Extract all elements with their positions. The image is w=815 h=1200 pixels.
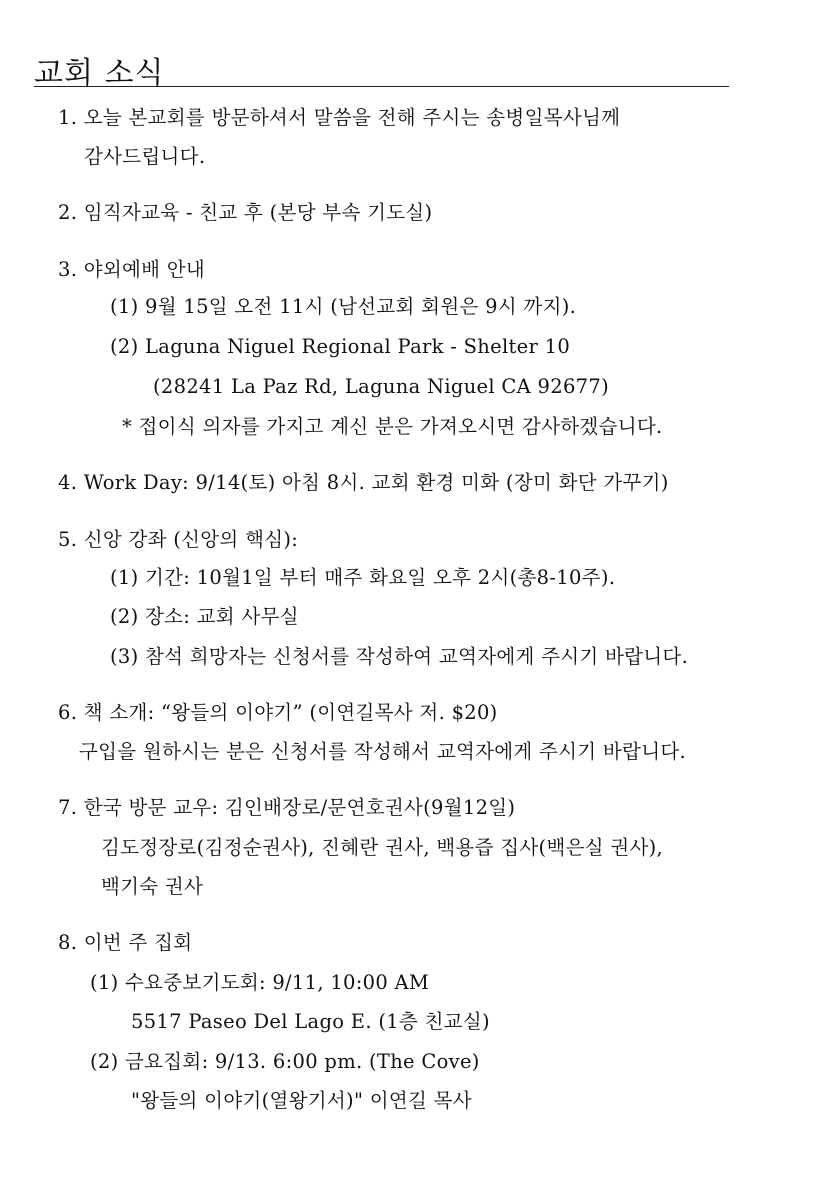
item-8-sub-2: (2) 금요집회: 9/13. 6:00 pm. (The Cove) bbox=[90, 1050, 480, 1073]
item-3-sub-1: (1) 9월 15일 오전 11시 (남선교회 회원은 9시 까지). bbox=[110, 295, 577, 318]
item-3-address: (28241 La Paz Rd, Laguna Niguel CA 92677) bbox=[153, 375, 609, 398]
item-2-line-1: 2. 임직자교육 - 친교 후 (본당 부속 기도실) bbox=[58, 201, 433, 224]
item-6-line-2: 구입을 원하시는 분은 신청서를 작성해서 교역자에게 주시기 바랍니다. bbox=[79, 740, 686, 763]
item-8-sub-1: (1) 수요중보기도회: 9/11, 10:00 AM bbox=[90, 971, 430, 994]
item-5-heading: 5. 신앙 강좌 (신앙의 핵심): bbox=[58, 528, 299, 551]
item-5-sub-3: (3) 참석 희망자는 신청서를 작성하여 교역자에게 주시기 바랍니다. bbox=[110, 645, 689, 668]
item-8-heading: 8. 이번 주 집회 bbox=[58, 931, 193, 954]
item-5-sub-2: (2) 장소: 교회 사무실 bbox=[110, 605, 299, 628]
item-7-line-1: 7. 한국 방문 교우: 김인배장로/문연호권사(9월12일) bbox=[58, 796, 516, 819]
item-7-line-2: 김도정장로(김정순권사), 진혜란 권사, 백용즙 집사(백은실 권사), bbox=[101, 836, 664, 859]
item-1-line-2: 감사드립니다. bbox=[84, 145, 206, 168]
item-8-sub-1-location: 5517 Paseo Del Lago E. (1층 친교실) bbox=[131, 1010, 490, 1033]
item-3-note: * 접이식 의자를 가지고 계신 분은 가져오시면 감사하겠습니다. bbox=[122, 415, 663, 438]
item-4-line-1: 4. Work Day: 9/14(토) 아침 8시. 교회 환경 미화 (장미 화단 가꾸기) bbox=[58, 471, 669, 494]
item-6-line-1: 6. 책 소개: “왕들의 이야기” (이연길목사 저. $20) bbox=[58, 701, 498, 724]
item-8-sub-2-speaker: "왕들의 이야기(열왕기서)" 이연길 목사 bbox=[131, 1089, 472, 1112]
item-1-line-1: 1. 오늘 본교회를 방문하셔서 말씀을 전해 주시는 송병일목사님께 bbox=[58, 106, 621, 129]
item-3-sub-2: (2) Laguna Niguel Regional Park - Shelter 10 bbox=[110, 335, 571, 358]
item-5-sub-1: (1) 기간: 10월1일 부터 매주 화요일 오후 2시(총8-10주). bbox=[110, 566, 616, 589]
item-7-line-3: 백기숙 권사 bbox=[101, 875, 204, 898]
page-title: 교회 소식 bbox=[34, 56, 165, 91]
item-3-heading: 3. 야외예배 안내 bbox=[58, 258, 206, 281]
title-divider bbox=[34, 86, 729, 87]
